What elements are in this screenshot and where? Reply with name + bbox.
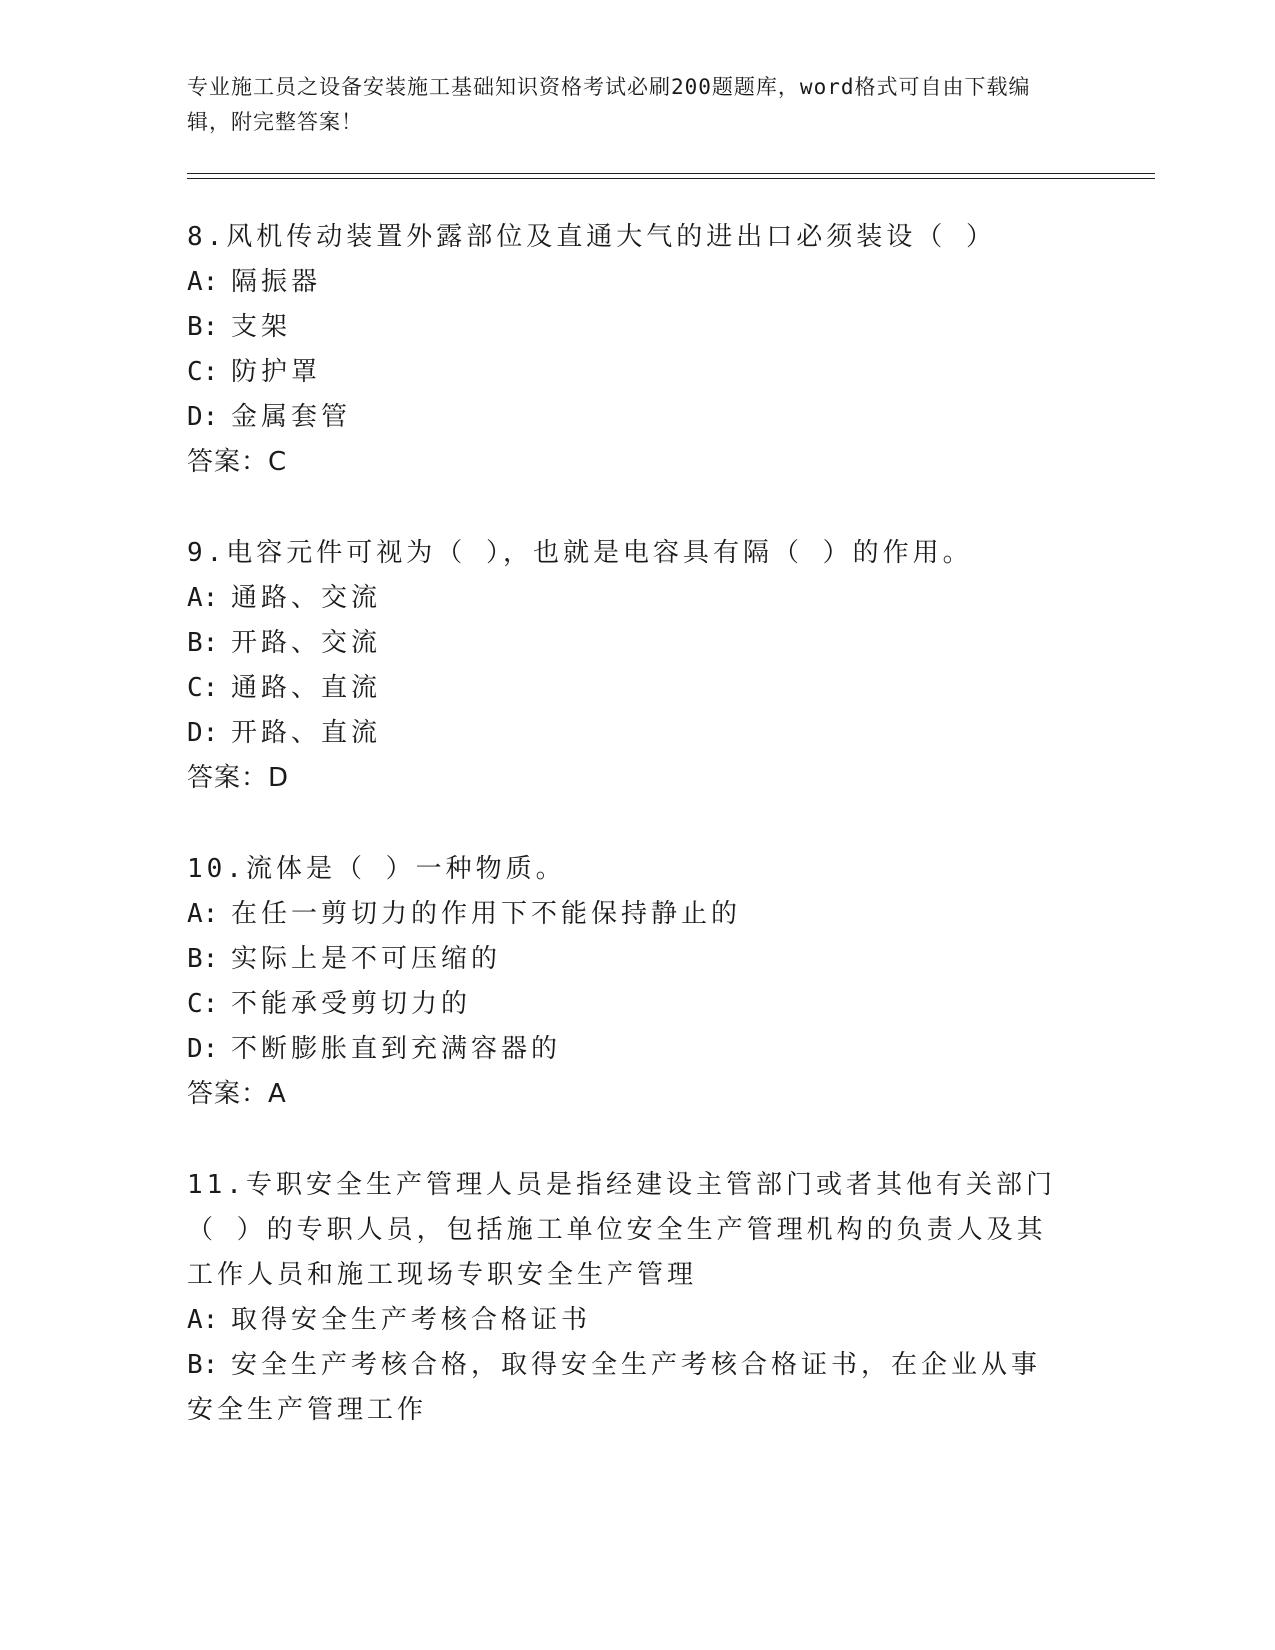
option-letter: D: xyxy=(187,1034,219,1064)
option-text: 通路、交流 xyxy=(231,583,382,613)
option-text: 不断膨胀直到充满容器的 xyxy=(231,1034,562,1064)
option-c xyxy=(187,350,1167,395)
option-letter: A: xyxy=(187,267,219,297)
option-text: 金属套管 xyxy=(231,402,352,432)
option-text: 支架 xyxy=(231,312,292,342)
option-c xyxy=(187,982,1167,1027)
option-letter: B: xyxy=(187,312,219,342)
option-letter: A: xyxy=(187,899,219,929)
option-b xyxy=(187,1343,1067,1433)
question-8 xyxy=(187,215,1167,485)
answer-line: 答案：C xyxy=(187,447,288,477)
option-a xyxy=(187,576,1167,621)
option-letter: D: xyxy=(187,718,219,748)
option-text: 隔振器 xyxy=(231,267,322,297)
option-d xyxy=(187,711,1167,756)
option-letter: B: xyxy=(187,1350,219,1380)
option-text: 不能承受剪切力的 xyxy=(231,989,472,1019)
option-a xyxy=(187,892,1167,937)
answer-line: 答案：D xyxy=(187,763,290,793)
question-11 xyxy=(187,1163,1167,1433)
question-stem: 10.流体是（ ）一种物质。 xyxy=(187,854,566,884)
question-stem: 9.电容元件可视为（ ），也就是电容具有隔（ ）的作用。 xyxy=(187,538,973,568)
option-d xyxy=(187,395,1167,440)
option-b xyxy=(187,621,1167,666)
option-b xyxy=(187,305,1167,350)
option-text: 通路、直流 xyxy=(231,673,382,703)
document-header: 专业施工员之设备安装施工基础知识资格考试必刷200题题库，word格式可自由下载编辑，附完整答案！ xyxy=(187,75,1031,134)
document-page xyxy=(187,70,1167,1433)
question-stem: 8.风机传动装置外露部位及直通大气的进出口必须装设（ ） xyxy=(187,222,996,252)
option-text: 安全生产考核合格，取得安全生产考核合格证书，在企业从事安全生产管理工作 xyxy=(187,1350,1042,1425)
header-divider xyxy=(187,173,1155,179)
option-text: 实际上是不可压缩的 xyxy=(231,944,502,974)
answer-line: 答案：A xyxy=(187,1079,287,1109)
option-letter: B: xyxy=(187,944,219,974)
option-letter: C: xyxy=(187,989,219,1019)
option-letter: A: xyxy=(187,583,219,613)
question-10 xyxy=(187,847,1167,1117)
option-text: 取得安全生产考核合格证书 xyxy=(231,1305,592,1335)
option-text: 防护罩 xyxy=(231,357,322,387)
option-letter: A: xyxy=(187,1305,219,1335)
option-d xyxy=(187,1027,1167,1072)
option-letter: C: xyxy=(187,357,219,387)
question-stem: 11.专职安全生产管理人员是指经建设主管部门或者其他有关部门（ ）的专职人员，包括施工单位安全生产管理机构的负责人及其工作人员和施工现场专职安全生产管理 xyxy=(187,1170,1056,1290)
option-letter: B: xyxy=(187,628,219,658)
option-letter: C: xyxy=(187,673,219,703)
option-text: 开路、直流 xyxy=(231,718,382,748)
question-9 xyxy=(187,531,1167,801)
option-text: 在任一剪切力的作用下不能保持静止的 xyxy=(231,899,742,929)
option-text: 开路、交流 xyxy=(231,628,382,658)
option-a xyxy=(187,260,1167,305)
option-b xyxy=(187,937,1167,982)
option-a xyxy=(187,1298,1167,1343)
option-letter: D: xyxy=(187,402,219,432)
option-c xyxy=(187,666,1167,711)
